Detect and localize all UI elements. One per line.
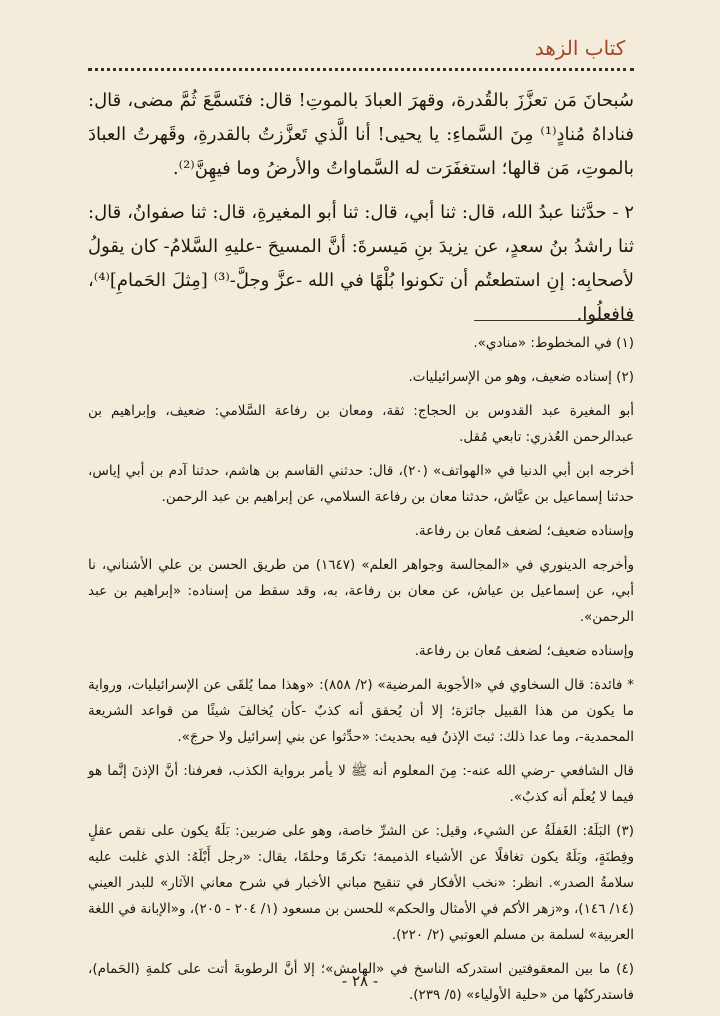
main-paragraph: سُبحانَ مَن تعزَّزَ بالقُدرة، وقهرَ العبادَ بالموتِ! قال: فتَسمَّعَ ثُمَّ مضى، قال: فناداهُ مُنادٍ⁽¹⁾ مِنَ السَّماءِ: يا يحيى! أنا الَّذي تَعزَّزتُ بالقدرةِ، وقَهرتُ العبادَ بالموتِ، مَن قالها؛ استغفَرَت له السَّماواتُ والأرضُ وما فيهِنَّ⁽²⁾. xyxy=(88,90,634,179)
footnote: أبو المغيرة عبد القدوس بن الحجاج: ثقة، ومعان بن رفاعة السَّلامي: ضعيف، وإبراهيم بن عبدالرحمن العُذري: تابعي مُقل. xyxy=(88,403,634,445)
footnote-divider xyxy=(474,320,634,321)
footnote: قال الشافعي -رضي الله عنه-: مِنَ المعلوم أنه ﷺ لا يأمر برواية الكذب، فعرفنا: أنَّ الإذنَ إنَّما هو فيما لا يُعلَم أنه كذبٌ». xyxy=(88,763,634,805)
footnote: (٣) البَلَهُ: الغَفلَةُ عن الشيء، وقيل: عن الشرِّ خاصة، وهو على ضربين: بَلَهٌ يكون على نقص عقلٍ وفِطنَةٍ، وبَلَهٌ يكون تغافلًا عن الأشياء الذميمة؛ تكرمًا وحلمًا، يقال: «رجل أَبْلَهُ: الذي غلبت عليه سلامةُ الصدر». انظر: «نخب الأفكار في تنقيح مباني الأخبار في شرح معاني الآثار» للبدر العيني (١٤/ ١٤٦)، و«زهر الأكم في الأمثال والحكم» للحسن بن مسعود (١/ ٢٠٤ - ٢٠٥)، و«الإبانة في اللغة العربية» لسلمة بن مسلم العوتبي (٢/ ٢٢٠). xyxy=(88,823,634,943)
footnote: وإسناده ضعيف؛ لضعف مُعان بن رفاعة. xyxy=(414,523,634,539)
page-number: - ٢٨ - xyxy=(341,972,379,990)
main-text xyxy=(88,84,634,342)
main-paragraph: ٢ - حدَّثنا عبدُ الله، قال: ثنا أبي، قال: ثنا أبو المغيرةِ، قال: ثنا صفوانُ، قال: ثنا راشدُ بنُ سعدٍ، عن يزيدَ بنِ مَيسرةَ: أنَّ المسيحَ -عليهِ السَّلامُ- كان يقولُ لأصحابِه: إنِ استطعتُم أن تكونوا بُلْهًا في الله -عزَّ وجلَّ-⁽³⁾ [مِثلَ الحَمامِ]⁽⁴⁾، فافعلُوا. xyxy=(88,202,635,325)
footnote: (١) في المخطوط: «منادي». xyxy=(473,335,634,351)
footnote: (٤) ما بين المعقوفتين استدركه الناسخ في «الهامش»؛ إلا أنَّ الرطوبةَ أتت على كلمةِ (الحَمام)، فاستدركتُها من «حلية الأولياء» (٥/ ٢٣٩). xyxy=(88,961,634,1003)
header-divider xyxy=(88,68,634,71)
footnote: وأخرجه الدينوري في «المجالسة وجواهر العلم» (١٦٤٧) من طريق الحسن بن علي الأشناني، نا أبي، عن إسماعيل بن عياش، عن معان بن رفاعة، به، وقد سقط من إسناده: «إبراهيم بن عبد الرحمن». xyxy=(88,557,634,625)
footnote: (٢) إسناده ضعيف، وهو من الإسرائيليات. xyxy=(408,369,634,385)
footnote: * فائدة: قال السخاوي في «الأجوبة المرضية» (٢/ ٨٥٨): «وهذا مما يُلقَى عن الإسرائيليات، ورواية ما يكون من هذا القبيل جائزة؛ إلا أن يُحقق أنه كذبٌ -كأن يُخالفَ شيئًا من قواعد الشريعة المحمدية-، وما عدا ذلك: ثبتَ الإذنُ فيه بحديث: «حدِّثوا عن بني إسرائيل ولا حرجَ». xyxy=(88,677,635,745)
footnote: أخرجه ابن أبي الدنيا في «الهواتف» (٢٠)، قال: حدثني القاسم بن هاشم، حدثنا آدم بن أبي إياس، حدثنا إسماعيل بن عيَّاش، حدثنا معان بن رفاعة السلامي، عن إبراهيم بن عبد الرحمن. xyxy=(88,463,634,505)
running-header-title: كتاب الزهد xyxy=(534,36,626,60)
footnotes xyxy=(88,330,634,1016)
footnote: وإسناده ضعيف؛ لضعف مُعان بن رفاعة. xyxy=(414,643,634,659)
